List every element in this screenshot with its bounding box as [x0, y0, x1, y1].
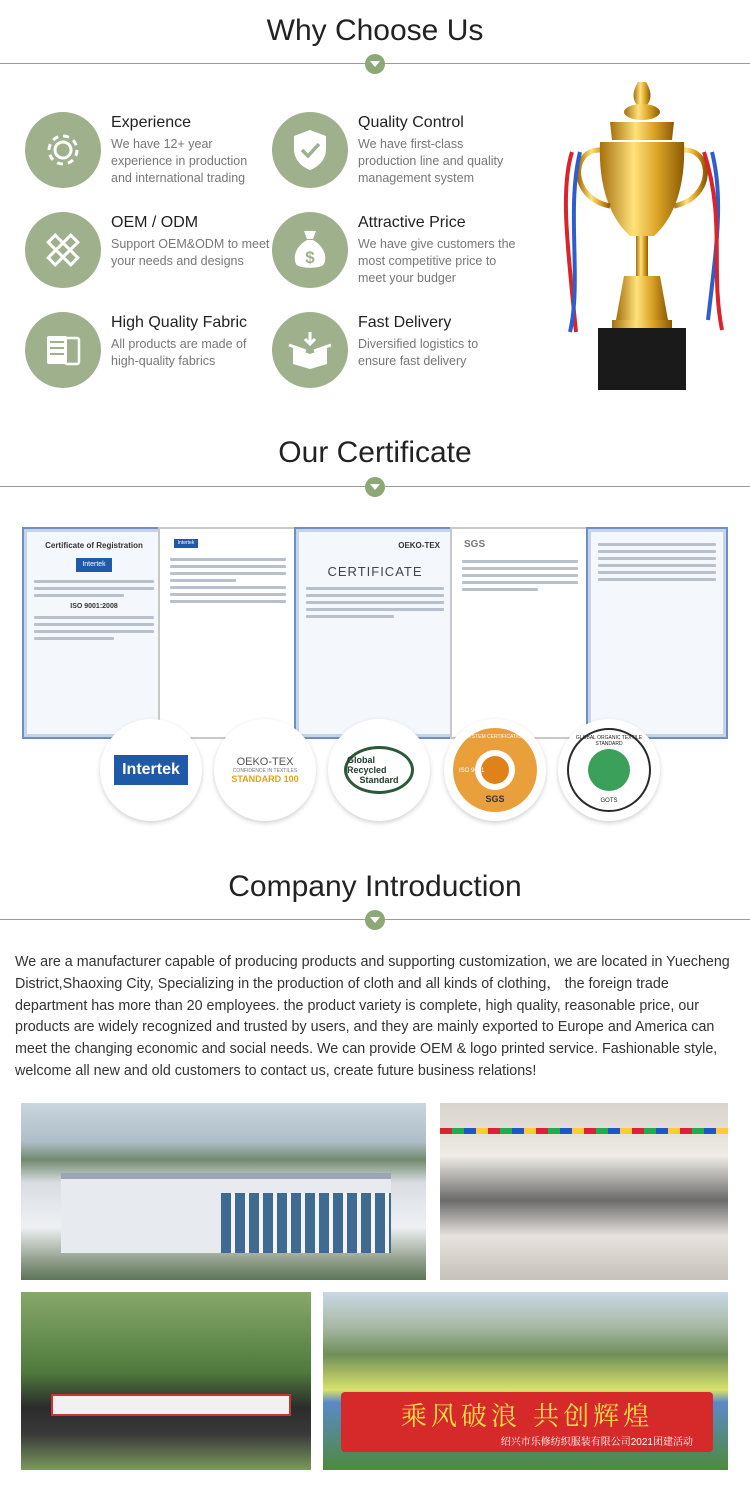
grs-logo-badge — [328, 719, 430, 821]
feature-quality-control — [272, 112, 522, 192]
sgs-logo-badge — [444, 719, 546, 821]
intertek-logo: Intertek — [174, 539, 198, 548]
gots-short-text: GOTS — [600, 798, 618, 804]
our-certificate-title: Our Certificate — [278, 436, 472, 469]
certificate-heading: CERTIFICATE — [327, 564, 423, 579]
feature-desc: We have give customers the most competitive price to meet your budger — [358, 237, 516, 285]
gots-logo-badge — [558, 719, 660, 821]
feature-title: Fast Delivery — [358, 314, 452, 331]
grs-logo-line2: Standard — [359, 775, 399, 785]
team-photo — [21, 1292, 311, 1470]
feature-attractive-price — [272, 212, 522, 292]
feature-title: High Quality Fabric — [111, 314, 248, 331]
feature-desc: All products are made of high-quality fabrics — [111, 337, 247, 368]
package-icon — [272, 312, 348, 388]
certificate-standard: ISO 9001:2008 — [70, 603, 118, 610]
feature-desc: We have 12+ year experience in production and international trading — [111, 137, 248, 185]
feature-title: Quality Control — [358, 114, 464, 131]
money-bag-icon — [272, 212, 348, 288]
company-description: We are a manufacturer capable of producing products and supporting customization, we are located in Yuecheng District,Shaoxing City, Specializing in the production of cloth and all kinds of clothing， the foreign trade department has more than 20 employees. the product variety is complete, high quality, reasonable price, our products are widely recognized and trusted by users, and they are mainly exported to Europe and America can meet the changing economic and social needs. We can provide OEM & logo printed service. Fashionable style, welcome all new and old customers to contact us, create future business relations! — [15, 954, 730, 1079]
feature-experience — [25, 112, 275, 192]
oekotex-mark: OEKO-TEX — [398, 541, 440, 550]
certificate-gallery — [22, 527, 728, 739]
trophy-image — [540, 80, 750, 400]
company-introduction-title: Company Introduction — [228, 870, 522, 903]
feature-desc: We have first-class production line and quality management system — [358, 137, 504, 185]
chevron-down-icon — [365, 477, 385, 497]
banner-slogan: 乘风破浪 共创辉煌 — [400, 1402, 654, 1432]
sgs-name-text: SGS — [485, 794, 505, 804]
intertek-logo: Intertek — [76, 558, 112, 572]
feature-oem-odm — [25, 212, 275, 292]
team-building-photo — [323, 1292, 728, 1470]
certificate-document — [586, 527, 728, 739]
gots-ring-text: GLOBAL ORGANIC TEXTILE STANDARD — [575, 735, 643, 747]
certificate-document — [158, 527, 298, 739]
certificate-document — [450, 527, 590, 739]
sgs-iso-text: ISO 9001 — [459, 768, 485, 774]
feature-desc: Support OEM&ODM to meet your needs and designs — [111, 237, 270, 268]
oekotex-logo-sub: CONFIDENCE IN TEXTILES — [232, 768, 298, 774]
shield-check-icon — [272, 112, 348, 188]
banner-subtitle: 绍兴市乐修纺织服装有限公司2021团建活动 — [500, 1437, 693, 1448]
factory-photo — [21, 1103, 426, 1280]
feature-fabric — [25, 312, 275, 392]
pencil-ruler-icon — [25, 212, 101, 288]
chevron-down-icon — [365, 910, 385, 930]
why-choose-us-title: Why Choose Us — [266, 14, 484, 47]
sgs-mark: SGS — [464, 539, 486, 550]
certificate-heading: Certificate of Registration — [45, 541, 143, 550]
intertek-logo-text: Intertek — [114, 755, 188, 785]
feature-title: OEM / ODM — [111, 214, 199, 231]
gear-icon — [25, 112, 101, 188]
sgs-ring-text: SYSTEM CERTIFICATION — [465, 734, 525, 740]
office-photo — [440, 1103, 728, 1280]
oekotex-logo-name: OEKO-TEX — [236, 756, 294, 768]
oekotex-logo-badge — [214, 719, 316, 821]
certificate-document — [294, 527, 456, 739]
oekotex-standard-text: STANDARD 100 — [231, 774, 299, 784]
grs-logo-line1: Global Recycled — [347, 755, 387, 775]
fabric-roll-icon — [25, 312, 101, 388]
feature-title: Experience — [111, 114, 192, 131]
certificate-document — [22, 527, 166, 739]
feature-title: Attractive Price — [358, 214, 466, 231]
chevron-down-icon — [365, 54, 385, 74]
feature-fast-delivery — [272, 312, 522, 392]
svg-text:$: $ — [305, 248, 315, 267]
feature-desc: Diversified logistics to ensure fast delivery — [358, 337, 479, 368]
intertek-logo-badge — [100, 719, 202, 821]
